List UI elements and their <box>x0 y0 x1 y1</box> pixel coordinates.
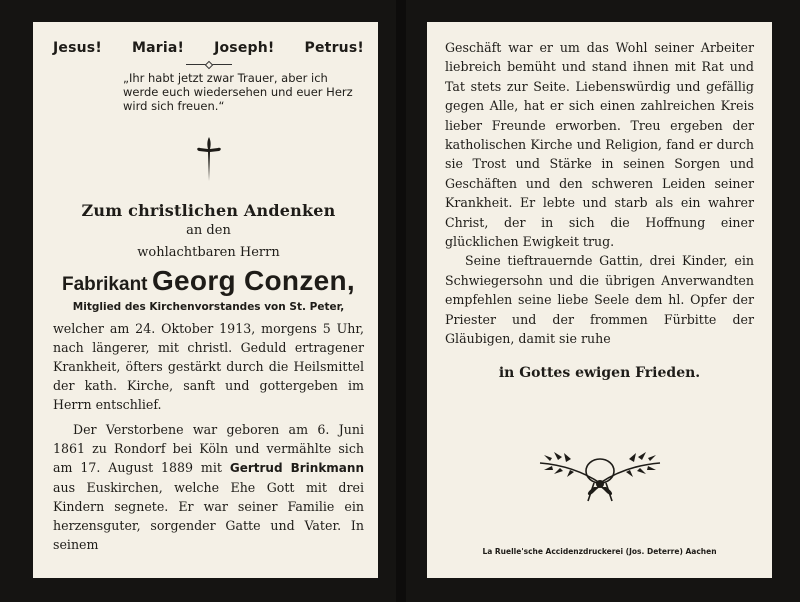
deceased-name-line <box>53 266 364 301</box>
biography-right <box>445 38 754 349</box>
left-panel <box>33 22 378 578</box>
family-paragraph: Seine tieftrauernde Gattin, drei Kinder, ein Schwiegersohn und die übrigen Anverwandten empfehlen seine liebe Seele dem hl. Opfer der Priester und der frommen Fürbitte der Gläubigen, damit sie ruhe <box>445 253 754 347</box>
spouse-name: Gertrud Brinkmann <box>229 461 364 475</box>
cross-icon <box>194 135 224 183</box>
deceased-name: Georg Conzen, <box>151 265 355 296</box>
header-names <box>53 40 364 56</box>
life-paragraph <box>53 420 364 554</box>
name-petrus: Petrus! <box>304 40 364 56</box>
name-maria: Maria! <box>131 40 185 56</box>
card-fold <box>396 0 406 602</box>
an-den: an den <box>186 223 231 238</box>
divider-ornament <box>186 64 232 65</box>
honorific: wohlachtbaren Herrn <box>137 245 280 260</box>
life-paragraph-part2: aus Euskirchen, welche Ehe Gott mit drei Kindern segnete. Er war seiner Familie ein herzensguter, sorgender Gatte und Vater. In seinem <box>53 480 364 552</box>
wreath-ornament-icon <box>530 443 670 505</box>
life-paragraph-part1: Der Verstorbene war geboren am 6. Juni 1861 zu Rondorf bei Köln und vermählte sich am 17. August 1889 mit <box>53 422 364 475</box>
character-paragraph: Geschäft war er um das Wohl seiner Arbeiter liebreich bemüht und stand ihnen mit Rat und Tat stets zur Seite. Liebenswürdig und gefällig gegen Alle, hat er sich einen zahlreichen Kreis lieber Freunde erworben. Treu ergeben der katholischen Kirche und Religion, fand er durch sie Trost und Stärke in seinen Sorgen und Geschäften und den schweren Leiden seiner Krankheit. Er lebte und starb als ein wahrer Christ, der in sich die Hoffnung einer glücklichen Ewigkeit trug. <box>445 40 754 250</box>
name-joseph: Joseph! <box>214 40 275 56</box>
right-panel <box>427 22 772 578</box>
closing-line: in Gottes ewigen Frieden. <box>498 364 701 381</box>
biography-left <box>53 319 364 554</box>
name-jesus: Jesus! <box>53 40 102 56</box>
memorial-heading: Zum christlichen Andenken <box>81 201 336 220</box>
death-paragraph: welcher am 24. Oktober 1913, morgens 5 Uhr, nach längerer, mit christl. Geduld ertragener Krankheit, öfters gestärkt durch die Heilsmittel der kath. Kirche, sanft und gottergeben im Herrn entschlief. <box>53 321 364 412</box>
occupation-title: Fabrikant <box>61 274 148 295</box>
deceased-role: Mitglied des Kirchenvorstandes von St. Peter, <box>72 301 345 313</box>
bible-quote: „Ihr habt jetzt zwar Trauer, aber ich werde euch wiedersehen und euer Herz wird sich freuen.“ <box>123 71 353 113</box>
printer-credit: La Ruelle'sche Accidenzdruckerei (Jos. Deterre) Aachen <box>482 547 717 556</box>
